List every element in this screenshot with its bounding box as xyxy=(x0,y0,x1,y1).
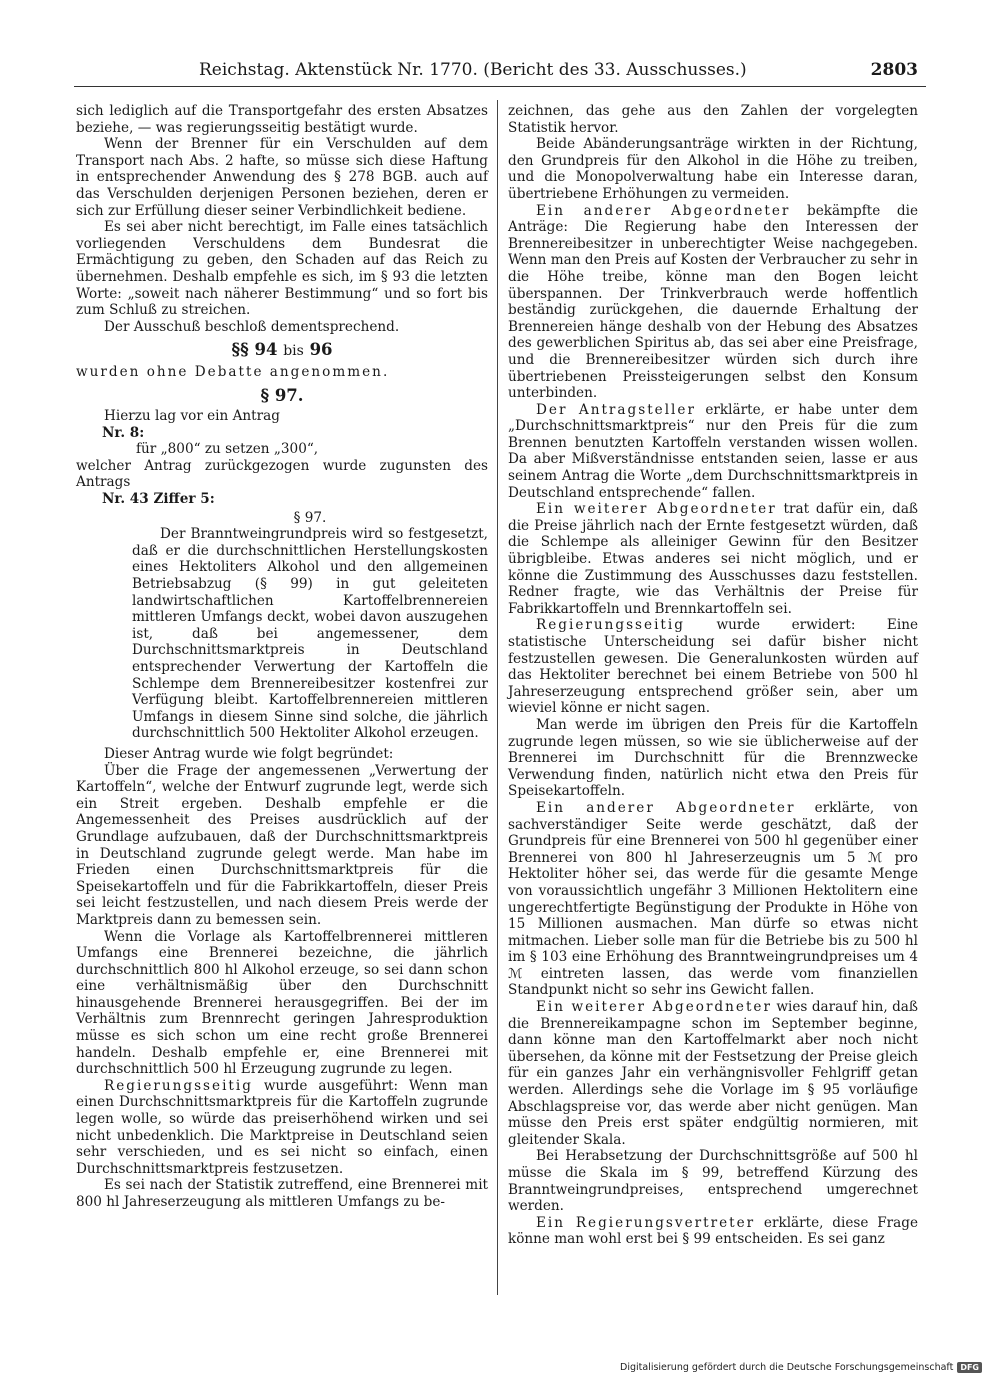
paragraph: wurden ohne Debatte angenommen. xyxy=(76,363,390,380)
paragraph: Man werde im übrigen den Preis für die Kartoffeln zugrunde legen müssen, so wie sie üblicherweise auf der Brennerei im Durchschnitt für die Brennzwecke Verwendung finden, natürlich nicht etwa den Preis für Speisekartoffeln. xyxy=(508,716,918,800)
paragraph xyxy=(508,617,918,717)
spaced-lead: Der Antragsteller xyxy=(536,401,696,418)
motion-text: für „800“ zu setzen „300“, xyxy=(136,441,319,458)
paragraph xyxy=(508,203,918,402)
dfg-logo-icon: DFG xyxy=(957,1362,982,1373)
motion-label: Nr. 8: xyxy=(102,424,145,441)
paragraph-text: erklärte, er habe unter dem „Durchschnittsmarktpreis“ nur den Preis für die zum Brennen benutzten Kartoffeln verstanden wissen wollen. Da aber Mißverständnisse entstanden seien, lasse er aus seinem Antrag die Worte „dem Durchschnittsmarktpreis in Deutschland entsprechende“ fallen. xyxy=(508,401,919,501)
paragraph: Hierzu lag vor ein Antrag xyxy=(104,408,280,425)
section-heading-94-96 xyxy=(76,342,488,360)
column-divider xyxy=(497,100,498,1295)
paragraph: Wenn die Vorlage als Kartoffelbrennerei mittleren Umfangs eine Brennerei bezeichne, die jährlich durchschnittlich 800 hl Alkohol erzeuge, so sei dann schon eine verhältnismäßig über den Durchschnitt hinausgehende Brennerei herausgegriffen. Bei der im Verhältnis zum Brennrecht geringen Jahresproduktion müsse es sich schon um eine recht große Brennerei handeln. Deshalb empfehle er, eine Brennerei mit durchschnittlich 500 hl Erzeugung zugrunde zu legen. xyxy=(76,928,488,1078)
paragraph xyxy=(508,1215,918,1248)
credit-text: Digitalisierung gefördert durch die Deutsche Forschungsgemeinschaft xyxy=(620,1362,954,1373)
right-column xyxy=(508,103,918,1248)
left-column xyxy=(76,103,488,1211)
spaced-lead: Regierungsseitig xyxy=(536,617,685,634)
spaced-lead: Ein weiterer Abgeordneter xyxy=(536,999,772,1016)
quoted-motion xyxy=(132,510,488,742)
spaced-lead: Regierungsseitig xyxy=(104,1077,253,1094)
paragraph-text: wies darauf hin, daß die Brennereikampagne schon im September beginne, dann könne man den Kartoffelmarkt aber noch nicht übersehen, da könne mit der Festsetzung der Preise gleich für ein ganzes Jahr ein verhängnisvoller Fehlgriff getan werden. Allerdings sehe die Vorlage im § 95 vorläufige Abschlagspreise vor, das werde aber nicht genügen. Man müsse den Preis erst später endgültig normieren, mit gleitender Skala. xyxy=(508,999,918,1148)
quote-title: § 97. xyxy=(293,509,327,526)
paragraph: Wenn der Brenner für ein Verschulden auf dem Transport nach Abs. 2 hafte, so müsse sich diese Haftung in entsprechender Anwendung des § 278 BGB. auch auf das Verschulden derjenigen Personen beziehen, deren er sich zur Erfüllung dieser seiner Verbindlichkeit bediene. xyxy=(76,136,488,219)
spaced-lead: Ein anderer Abgeordneter xyxy=(536,202,791,219)
motion-reference xyxy=(76,491,488,508)
digitization-credit xyxy=(620,1362,982,1373)
section-heading-part: 96 xyxy=(309,340,333,360)
motion-reference xyxy=(76,425,488,442)
paragraph: sich lediglich auf die Transportgefahr des ersten Absatzes beziehe, — was regierungsseitig bestätigt wurde. xyxy=(76,103,488,136)
paragraph-text: erklärte, diese Frage könne man wohl erst bei § 99 entscheiden. Es sei ganz xyxy=(508,1214,918,1248)
paragraph-text: bekämpfte die Anträge: Die Regierung habe den Interessen der Brennereibesitzer in unberechtigter Weise nachgegeben. Wenn man den Preis auf Kosten der Verbraucher zu sehr in die Höhe treibe, könne man den Bogen leicht überspannen. Der Trinkverbrauch werde hoffentlich beständig zurückgehen, die dauernde Erhaltung der Brennereien hänge deshalb von der Hebung des Absatzes des gewerblichen Spiritus ab, das sei aber eine Preisfrage, und die Brennereibesitzer würden sich durch ihre übertriebenen Preissteigerungen selbst den Konsum unterbinden. xyxy=(508,202,918,402)
paragraph: Beide Abänderungsanträge wirkten in der Richtung, den Grundpreis für den Alkohol in die Höhe zu treiben, und die Monopolverwaltung habe ein Interesse daran, übertriebene Erhöhungen zu vermeiden. xyxy=(508,136,918,202)
paragraph xyxy=(508,800,918,999)
paragraph: welcher Antrag zurückgezogen wurde zugunsten des Antrags xyxy=(76,457,488,491)
spaced-lead: Ein anderer Abgeordneter xyxy=(536,799,796,816)
spaced-lead: Ein weiterer Abgeordneter xyxy=(536,501,777,518)
paragraph: Der Ausschuß beschloß dementsprechend. xyxy=(104,318,400,335)
paragraph: Dieser Antrag wurde wie folgt begründet: xyxy=(104,745,394,762)
paragraph-text: wurde ausgeführt: Wenn man einen Durchschnittsmarktpreis für die Kartoffeln zugrunde legen wolle, so würde das preiserhöhend wirken und sei nicht unbedenklich. Die Marktpreise in Deutschland seien sehr verschieden, und es sei nicht so einfach, einen Durchschnittsmarktpreis festzusetzen. xyxy=(76,1077,488,1177)
running-title: Reichstag. Aktenstück Nr. 1770. (Bericht des 33. Ausschusses.) xyxy=(199,60,747,80)
paragraph: Es sei aber nicht berechtigt, im Falle eines tatsächlich vorliegenden Verschuldens dem Bundesrat die Ermächtigung zu geben, den Schaden auf das Reich zu übernehmen. Deshalb empfehle es sich, im § 93 die letzten Worte: „soweit nach näherer Bestimmung“ und so fort bis zum Schluß zu streichen. xyxy=(76,219,488,319)
page-header xyxy=(74,60,926,87)
paragraph xyxy=(508,999,918,1148)
paragraph xyxy=(508,501,918,617)
section-heading-part: bis xyxy=(283,343,304,360)
paragraph-text: wurde erwidert: Eine statistische Unterscheidung sei dafür bisher nicht festzustellen gewesen. Die Generalunkosten würden auf das Hektoliter berechnet bei einem Betriebe von 500 hl Jahreserzeugung entsprechend größer sein, aber um wieviel könne er nicht sagen. xyxy=(508,617,918,717)
paragraph xyxy=(508,402,918,502)
paragraph: Es sei nach der Statistik zutreffend, eine Brennerei mit 800 hl Jahreserzeugung als mittleren Umfangs zu be- xyxy=(76,1177,488,1210)
paragraph: zeichnen, das gehe aus den Zahlen der vorgelegten Statistik hervor. xyxy=(508,103,918,136)
paragraph-text: trat dafür ein, daß die Preise jährlich nach der Ernte festgesetzt würden, daß die Schlempe als alleiniger Gewinn für den Besitzer übrigbleibe. Etwas anderes sei nicht möglich, und er könne die Zustimmung des Ausschusses dazu feststellen. Redner fragte, wie das Verhältnis der Preise für Fabrikkartoffeln und Brennkartoffeln sei. xyxy=(508,501,918,617)
section-heading-97: § 97. xyxy=(260,385,304,405)
spaced-lead: Ein Regierungsvertreter xyxy=(536,1214,756,1231)
paragraph-text: erklärte, von sachverständiger Seite werde geschätzt, daß der Grundpreis für eine Brennerei von 500 hl gegenüber einer Brennerei von 800 hl Jahreserzeugnis um 5 ℳ pro Hektoliter höher sei, das werde für die gesamte Menge von voraussichtlich ungefähr 3 Millionen Hektolitern eine ungerechtfertigte Begünstigung der Produkte in Höhe von 15 Millionen ausmachen. Man dürfe so etwas nicht mitmachen. Lieber solle man für die Betriebe bis zu 500 hl im § 103 eine Erhöhung des Branntweingrundpreises um 4 ℳ eintreten lassen, das werde vom finanziellen Standpunkt nicht so sehr ins Gewicht fallen. xyxy=(508,799,918,999)
paragraph: Über die Frage der angemessenen „Verwertung der Kartoffeln“, welche der Entwurf zugrunde legt, werde sich ein Streit ergeben. Deshalb empfehle er die Angemessenheit des Preises ausdrücklich auf der Grundlage aufzubauen, daß der Durchschnittsmarktpreis in Deutschland zugrunde gelegt werde. Man habe im Frieden einen Durchschnittsmarktpreis für die Speisekartoffeln und für die Fabrikkartoffeln, dieser Preis sei leicht festzustellen, und nach diesem Preis werde der Marktpreis dann zu bemessen sein. xyxy=(76,762,488,928)
page-number: 2803 xyxy=(870,60,918,80)
motion-label: Nr. 43 Ziffer 5: xyxy=(102,491,215,508)
paragraph xyxy=(76,1078,488,1178)
paragraph: Bei Herabsetzung der Durchschnittsgröße auf 500 hl müsse die Skala im § 99, betreffend Kürzung des Branntweingrundpreises, entsprechend umgerechnet werden. xyxy=(508,1148,918,1215)
section-heading-part: §§ 94 xyxy=(231,340,278,360)
quote-text: Der Branntweingrundpreis wird so festgesetzt, daß er die durchschnittlichen Herstellungskosten eines Hektoliters Alkohol und den allgemeinen Betriebsabzug (§ 99) in gut geleiteten landwirtschaftlichen Kartoffelbrennereien mittleren Umfangs deckt, wobei davon auszugehen ist, daß bei angemessener, dem Durchschnittsmarktpreis in Deutschland entsprechender Verwertung der Kartoffeln die Schlempe dem Brennereibesitzer kostenfrei zur Verfügung bleibt. Kartoffelbrennereien mittleren Umfangs in diesem Sinne sind solche, die jährlich durchschnittlich 500 Hektoliter Alkohol erzeugen. xyxy=(132,526,488,742)
